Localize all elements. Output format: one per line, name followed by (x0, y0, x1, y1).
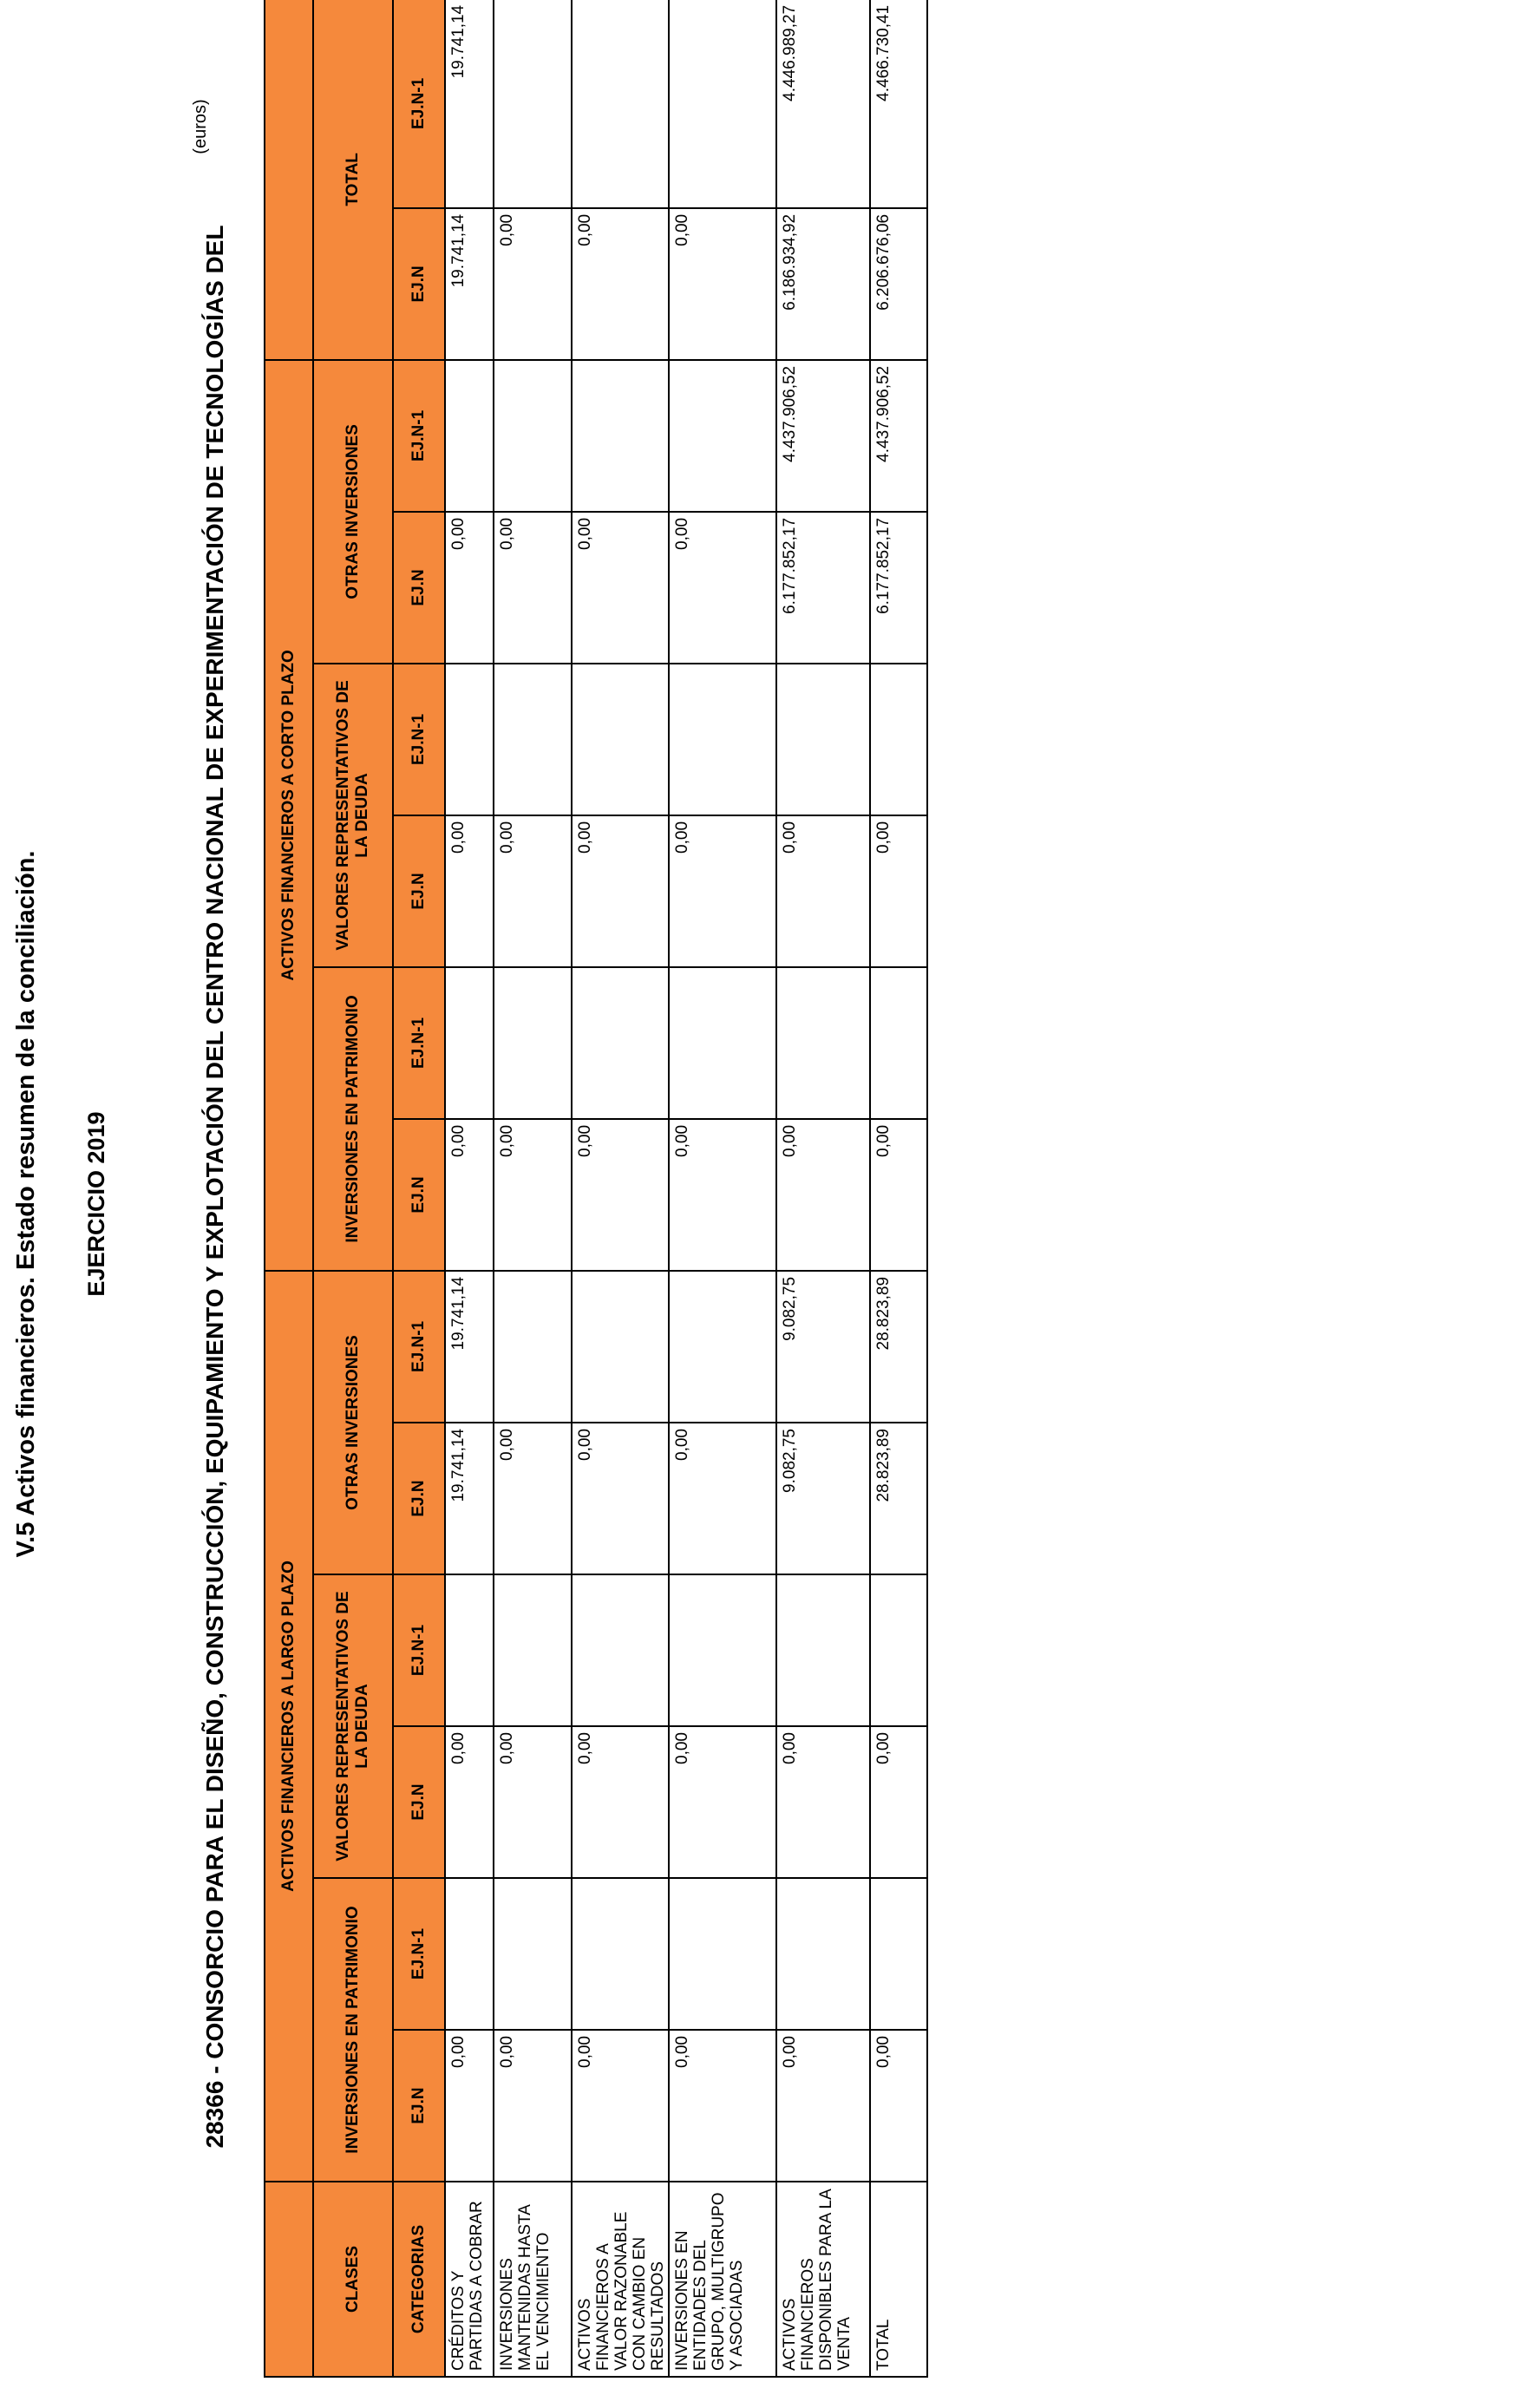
value-cell: 0,00 (669, 208, 776, 360)
value-cell (445, 1574, 494, 1726)
value-cell: 28.823,89 (870, 1271, 927, 1423)
value-cell: 9.082,75 (776, 1423, 870, 1574)
value-cell: 4.466.730,41 (870, 0, 927, 208)
unit-label: (euros) (191, 99, 210, 154)
value-cell (494, 1574, 572, 1726)
header-blank (265, 2182, 313, 2377)
header-ejn1: EJ.N-1 (393, 1574, 445, 1726)
table-row (494, 0, 572, 2377)
category-cell: INVERSIONES MANTENIDAS HASTA EL VENCIMIENTO (494, 2182, 572, 2377)
table-row (572, 0, 669, 2377)
value-cell: 6.186.934,92 (776, 208, 870, 360)
value-cell (572, 0, 669, 208)
header-categorias: CATEGORIAS (393, 2182, 445, 2377)
value-cell: 6.177.852,17 (870, 512, 927, 664)
financial-assets-table (264, 0, 928, 2378)
value-cell: 0,00 (494, 1726, 572, 1878)
value-cell: 0,00 (669, 2030, 776, 2182)
header-ejn1: EJ.N-1 (393, 1271, 445, 1423)
entity-name: 28366 - CONSORCIO PARA EL DISEÑO, CONSTRUCCIÓN, EQUIPAMIENTO Y EXPLOTACIÓN DEL CENTRO NACIONAL DE EXPERIMENTACIÓN DE TECNOLOGÍAS DEL (201, 225, 228, 2149)
value-cell: 0,00 (870, 1726, 927, 1878)
value-cell (669, 1574, 776, 1726)
value-cell (870, 1574, 927, 1726)
value-cell (669, 360, 776, 512)
value-cell (494, 1271, 572, 1423)
value-cell: 0,00 (572, 2030, 669, 2182)
value-cell: 6.177.852,17 (776, 512, 870, 664)
value-cell: 6.206.676,06 (870, 208, 927, 360)
table-row (870, 0, 927, 2377)
value-cell: 0,00 (445, 1119, 494, 1271)
value-cell: 19.741,14 (445, 0, 494, 208)
value-cell: 0,00 (669, 1726, 776, 1878)
value-cell: 0,00 (776, 1119, 870, 1271)
value-cell (494, 1878, 572, 2030)
value-cell: 19.741,14 (445, 1271, 494, 1423)
header-total: TOTAL (313, 0, 393, 360)
value-cell (494, 0, 572, 208)
header-ejn1: EJ.N-1 (393, 0, 445, 208)
header-cp-inv-patrimonio: INVERSIONES EN PATRIMONIO (313, 967, 393, 1271)
header-corto-plazo: ACTIVOS FINANCIEROS A CORTO PLAZO (265, 360, 313, 1271)
header-lp-otras: OTRAS INVERSIONES (313, 1271, 393, 1574)
value-cell: 4.437.906,52 (870, 360, 927, 512)
value-cell (494, 967, 572, 1119)
value-cell (445, 664, 494, 815)
category-cell: ACTIVOS FINANCIEROS A VALOR RAZONABLE CON CAMBIO EN RESULTADOS (572, 2182, 669, 2377)
value-cell (870, 664, 927, 815)
header-cp-otras: OTRAS INVERSIONES (313, 360, 393, 664)
value-cell: 0,00 (776, 1726, 870, 1878)
value-cell: 0,00 (494, 815, 572, 967)
header-ejn: EJ.N (393, 208, 445, 360)
value-cell: 28.823,89 (870, 1423, 927, 1574)
table-body (445, 0, 927, 2377)
header-ejn: EJ.N (393, 1726, 445, 1878)
value-cell: 0,00 (445, 1726, 494, 1878)
value-cell (494, 664, 572, 815)
value-cell: 0,00 (572, 512, 669, 664)
value-cell: 0,00 (572, 1726, 669, 1878)
table-row (445, 0, 494, 2377)
value-cell: 0,00 (572, 1423, 669, 1574)
value-cell: 19.741,14 (445, 208, 494, 360)
value-cell: 19.741,14 (445, 1423, 494, 1574)
value-cell (445, 1878, 494, 2030)
value-cell: 0,00 (494, 208, 572, 360)
header-ejn1: EJ.N-1 (393, 360, 445, 512)
value-cell: 4.446.989,27 (776, 0, 870, 208)
value-cell (572, 664, 669, 815)
value-cell (572, 360, 669, 512)
header-largo-plazo: ACTIVOS FINANCIEROS A LARGO PLAZO (265, 1271, 313, 2182)
table-row (776, 0, 870, 2377)
value-cell: 0,00 (572, 1119, 669, 1271)
value-cell: 0,00 (870, 2030, 927, 2182)
value-cell (776, 664, 870, 815)
header-ejn: EJ.N (393, 1119, 445, 1271)
value-cell: 0,00 (445, 2030, 494, 2182)
value-cell (870, 1878, 927, 2030)
header-lp-inv-patrimonio: INVERSIONES EN PATRIMONIO (313, 1878, 393, 2182)
value-cell (445, 360, 494, 512)
value-cell: 0,00 (669, 815, 776, 967)
value-cell: 0,00 (669, 1119, 776, 1271)
value-cell (669, 664, 776, 815)
value-cell: 0,00 (445, 815, 494, 967)
header-ejn1: EJ.N-1 (393, 967, 445, 1119)
value-cell: 0,00 (572, 208, 669, 360)
value-cell (669, 1878, 776, 2030)
value-cell: 0,00 (870, 815, 927, 967)
header-ejn: EJ.N (393, 1423, 445, 1574)
value-cell: 0,00 (669, 512, 776, 664)
header-ejn: EJ.N (393, 815, 445, 967)
header-ejn: EJ.N (393, 512, 445, 664)
value-cell: 0,00 (870, 1119, 927, 1271)
value-cell (494, 360, 572, 512)
value-cell (572, 1878, 669, 2030)
value-cell: 9.082,75 (776, 1271, 870, 1423)
header-blank-total (265, 0, 313, 360)
value-cell (572, 1271, 669, 1423)
value-cell: 0,00 (669, 1423, 776, 1574)
value-cell: 0,00 (572, 815, 669, 967)
category-cell: ACTIVOS FINANCIEROS DISPONIBLES PARA LA VENTA (776, 2182, 870, 2377)
header-ejn: EJ.N (393, 2030, 445, 2182)
value-cell (445, 967, 494, 1119)
value-cell: 0,00 (494, 2030, 572, 2182)
value-cell: 0,00 (494, 1423, 572, 1574)
value-cell: 0,00 (776, 2030, 870, 2182)
value-cell (572, 967, 669, 1119)
header-ejn1: EJ.N-1 (393, 664, 445, 815)
value-cell (669, 1271, 776, 1423)
value-cell (669, 0, 776, 208)
value-cell (572, 1574, 669, 1726)
category-cell: TOTAL (870, 2182, 927, 2377)
value-cell (870, 967, 927, 1119)
value-cell: 0,00 (494, 1119, 572, 1271)
value-cell: 0,00 (776, 815, 870, 967)
category-cell: CRÉDITOS Y PARTIDAS A COBRAR (445, 2182, 494, 2377)
value-cell: 4.437.906,52 (776, 360, 870, 512)
value-cell (669, 967, 776, 1119)
value-cell: 0,00 (494, 512, 572, 664)
header-clases: CLASES (313, 2182, 393, 2377)
header-ejn1: EJ.N-1 (393, 1878, 445, 2030)
page-title: V.5 Activos financieros. Estado resumen de la conciliación. (12, 850, 40, 1558)
category-cell: INVERSIONES EN ENTIDADES DEL GRUPO, MULTIGRUPO Y ASOCIADAS (669, 2182, 776, 2377)
value-cell: 0,00 (445, 512, 494, 664)
header-cp-valores-deuda: VALORES REPRESENTATIVOS DE LA DEUDA (313, 664, 393, 967)
value-cell (776, 1878, 870, 2030)
exercise-year: EJERCICIO 2019 (83, 1111, 109, 1297)
table-row (669, 0, 776, 2377)
value-cell (776, 1574, 870, 1726)
header-lp-valores-deuda: VALORES REPRESENTATIVOS DE LA DEUDA (313, 1574, 393, 1878)
value-cell (776, 967, 870, 1119)
